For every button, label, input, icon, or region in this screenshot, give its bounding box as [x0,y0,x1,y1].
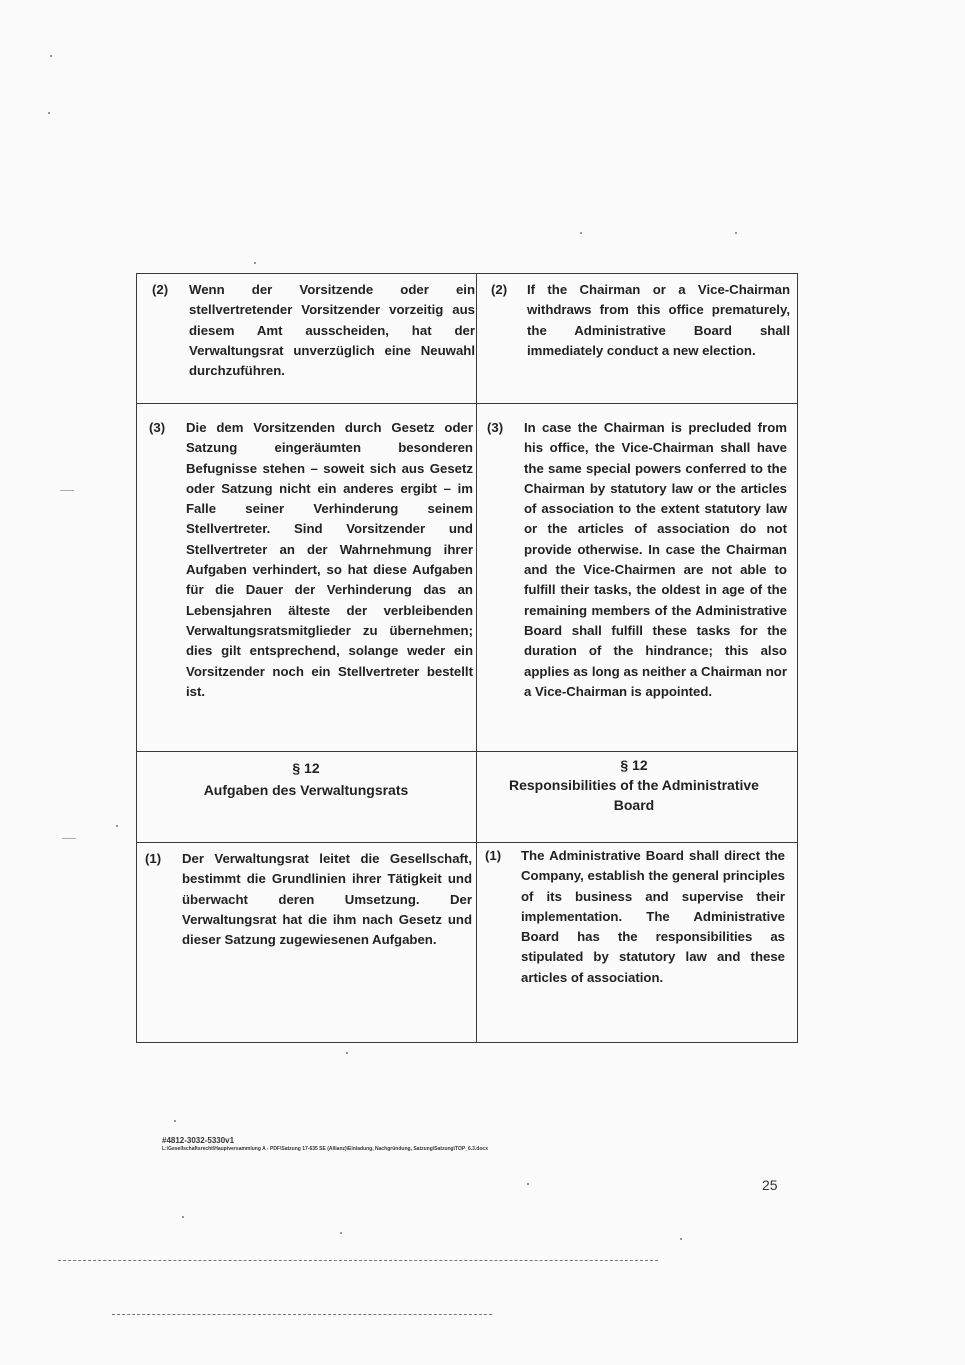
section-title: Responsibilities of the Administrative Board [509,777,759,813]
scan-speck [174,1120,176,1122]
scan-speck [60,490,74,491]
paragraph-text: In case the Chairman is precluded from his office, the Vice-Chairman shall have the same special powers conferred to the Chairman by statutory law or the articles of association to the extent statutory law or the articles of association do not provide otherwise. In case the Chairman and the Vice-Chairmen are not able to fulfill their tasks, the oldest in age of the remaining members of the Administrative Board shall fulfill these tasks for the duration of the hindrance; this also applies as long as neither a Chairman nor a Vice-Chairman is appointed. [524,420,787,699]
paragraph-text: Der Verwaltungsrat leitet die Gesellschaft, bestimmt die Grundlinien ihrer Tätigkeit und überwacht deren Umsetzung. Der Verwaltungsrat hat die ihm nach Gesetz und dieser Satzung zugewiesenen Aufgaben. [182,851,472,948]
scan-speck [735,232,737,234]
scan-speck [48,112,50,114]
row-divider-2 [136,751,798,752]
scan-speck [346,1052,348,1054]
paragraph-text: Wenn der Vorsitzende oder ein stellvertretender Vorsitzender vorzeitig aus diesem Amt ausscheiden, hat der Verwaltungsrat unverzüglich eine Neuwahl durchzuführen. [189,282,475,379]
paragraph-text: If the Chairman or a Vice-Chairman withdraws from this office prematurely, the Administrative Board shall immediately conduct a new election. [527,282,790,358]
document-reference: #4812-3032-5330v1 [162,1136,235,1145]
paragraph-number: (1) [145,851,162,866]
row-divider-3 [136,842,798,843]
paragraph-text: Die dem Vorsitzenden durch Gesetz oder Satzung eingeräumten besonderen Befugnisse stehen – soweit sich aus Gesetz oder Satzung nicht ein anderes ergibt – im Falle seiner Verhinderung seinem Stellvertreter. Sind Vorsitzender und Stellvertreter an der Wahrnehmung ihrer Aufgaben verhindert, so hat diese Aufgaben für die Dauer der Verhinderung das an Lebensjahren älteste der verbleibenden Verwaltungsratsmitglieder zu übernehmen; dies gilt entsprechend, solange weder ein Vorsitzender noch ein Stellvertreter bestellt ist. [186,420,473,699]
section-number: § 12 [620,757,648,773]
scan-speck [50,55,52,57]
paragraph-number: (2) [152,282,169,297]
paragraph-number: (3) [487,420,504,435]
scan-speck [182,1216,184,1218]
scan-speck [527,1183,529,1185]
paragraph-number: (3) [149,420,166,435]
scan-edge-line [112,1314,492,1315]
page-number: 25 [762,1177,778,1193]
paragraph-text: The Administrative Board shall direct the Company, establish the general principles of its business and supervise their implementation. The Administrative Board has the responsibilities as stipulated by statutory law and these articles of association. [521,848,785,985]
section-number: § 12 [292,760,320,776]
scan-edge-line [58,1260,658,1261]
document-file-path: L:\Gesellschaftsrecht\Hauptversammlung A - PDF\Satzung 17-635 SE (Allianz)\Einladung, Nachgründung, Satzung\Satzung\TOP_6.3.docx [162,1146,488,1152]
scan-speck [116,825,118,827]
heading-en [490,755,778,815]
paragraph-number: (2) [491,282,508,297]
scan-speck [580,232,582,234]
scan-speck [254,262,256,264]
scan-speck [680,1238,682,1240]
heading-de [138,758,474,800]
section-title: Aufgaben des Verwaltungsrats [203,782,409,798]
scan-speck [62,838,76,839]
paragraph-number: (1) [485,848,502,863]
row-divider-1 [136,403,798,404]
column-divider [476,273,477,1043]
scan-speck [340,1232,342,1234]
